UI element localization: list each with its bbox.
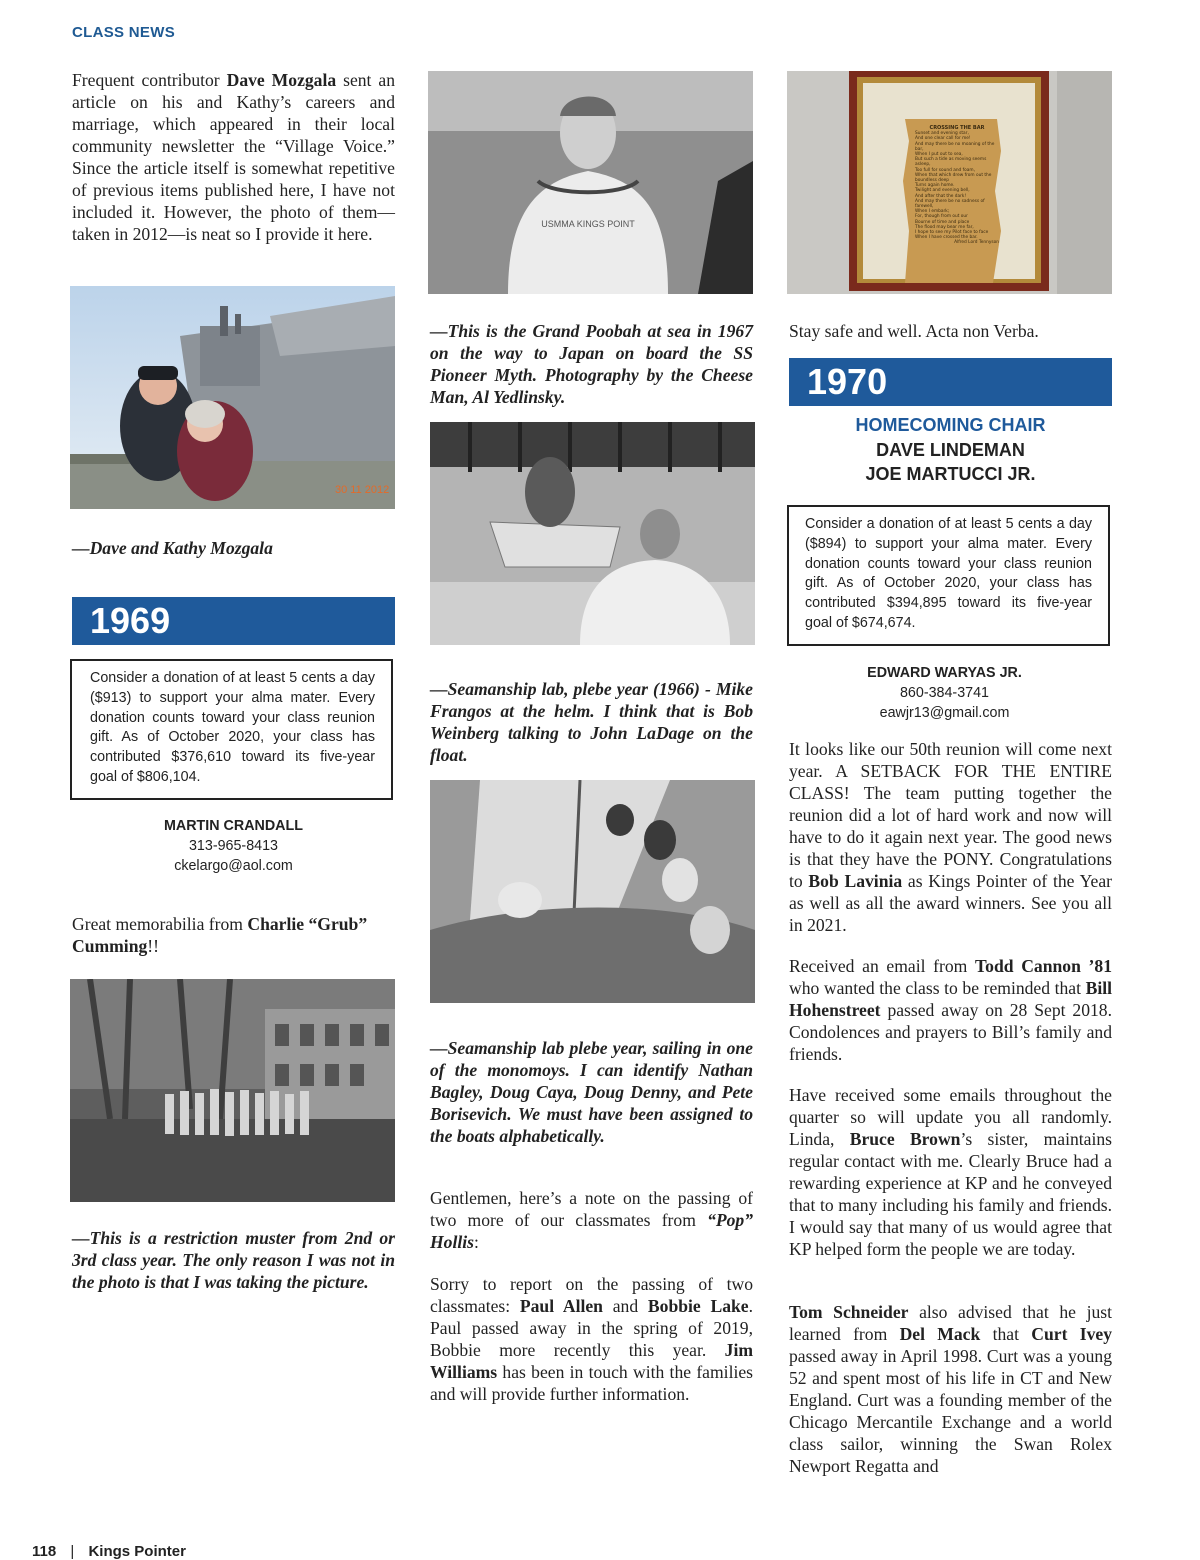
page-footer <box>32 1543 186 1560</box>
framed-poem: CROSSING THE BAR Sunset and evening star, And one clear call for me! And may there be no moaning of the bar, When I put out to sea, But such a tide as moving seems asleep, Too full for sound and foam, When that which drew from out the boundless deep Turns again home. Twilight and evening bell, And after that the dark! And may there be no sadness of farewell, When I embark; For, though from out our Bourne of time and place The flood may bear me far, I hope to see my Pilot face to face When I have crossed the bar. Alfred Lord Tennyson <box>915 125 999 246</box>
magazine-name: Kings Pointer <box>88 1543 186 1560</box>
secretary-phone: 860-384-3741 <box>899 685 990 701</box>
class-1970-secretary <box>783 663 1106 723</box>
crossing-the-bar-framed-photo <box>787 71 1112 294</box>
hollis-note-paragraph: Gentlemen, here’s a note on the passing of two more of our classmates from “Pop” Hollis: <box>430 1188 753 1252</box>
bruce-brown-paragraph: Have received some emails throughout the quarter so will update you all randomly. Linda, Bruce Brown’s sister, maintains regular contact with me. Clearly Bruce had a rewarding experience at KP and he conveyed that to many including his family and friends. I would say that many of us would agree that KP helped form the people we are today. <box>789 1085 1112 1259</box>
grand-poobah-photo <box>428 71 753 294</box>
reunion-paragraph: It looks like our 50th reunion will come next year. A SETBACK FOR THE ENTIRE CLASS! The team putting together the reunion did a lot of hard work and now will have to do it again next year. The good news is that they have the PONY. Congratulations to Bob Lavinia as Kings Pointer of the Year as well as all the award winners. See you all in 2021. <box>789 739 1112 935</box>
grand-poobah-caption: —This is the Grand Poobah at sea in 1967 on the way to Japan on board the SS Pioneer Myth. Photography by the Cheese Man, Al Yedlinsky. <box>430 321 753 407</box>
class-1970-donation-box: Consider a donation of at least 5 cents a day ($894) to support your alma mater. Every donation counts toward your class reunion gift. As of October 2020, your class has contributed $394,895 toward its five-year goal of $674,674. <box>787 505 1110 646</box>
poem-signature: Alfred Lord Tennyson <box>954 240 999 246</box>
secretary-email[interactable]: ckelargo@aol.com <box>174 858 293 874</box>
secretary-name: EDWARD WARYAS JR. <box>867 665 1022 681</box>
shirt-lettering: USMMA KINGS POINT <box>541 219 635 229</box>
stay-safe-line: Stay safe and well. Acta non Verba. <box>789 321 1039 341</box>
muster-photo-caption: —This is a restriction muster from 2nd or 3rd class year. The only reason I was not in the photo is that I was taking the picture. <box>72 1228 395 1292</box>
curt-ivey-paragraph: Tom Schneider also advised that he just learned from Del Mack that Curt Ivey passed away in April 1998. Curt was a young 52 and spent most of his life in CT and New England. Curt was a founding member of the Chicago Mercantile Exchange and a world class sailor, winning the Swan Rolex Newport Regatta and <box>789 1302 1113 1476</box>
photo-datestamp: 30 11 2012 <box>335 484 390 496</box>
homecoming-chair-name-1: DAVE LINDEMAN <box>876 440 1025 460</box>
class-1969-secretary <box>72 816 395 876</box>
passing-paragraph: Sorry to report on the passing of two classmates: Paul Allen and Bobbie Lake. Paul passed away in the spring of 2019, Bobbie more recently this year. Jim Williams has been in touch with the families and will provide further information. <box>430 1274 753 1404</box>
mozgala-couple-photo <box>70 286 395 509</box>
intro-paragraph: Frequent contributor Dave Mozgala sent an article on his and Kathy’s careers and marriage, which appeared in their local community newsletter the “Village Voice.” Since the article itself is somewhat repetitive of previous items published here, I have not included it. However, the photo of them—taken in 2012—is neat so I provide it here. <box>72 70 395 244</box>
homecoming-chair-name-2: JOE MARTUCCI JR. <box>865 464 1036 484</box>
monomoy-photo-caption: —Seamanship lab plebe year, sailing in one of the monomoys. I can identify Nathan Bagley, Doug Caya, Doug Denny, and Pete Borisevich. We must have been assigned to the boats alphabetically. <box>430 1038 753 1146</box>
class-1970-banner: 1970 <box>789 358 1112 406</box>
hohenstreet-paragraph: Received an email from Todd Cannon ’81 who wanted the class to be reminded that Bill Hohenstreet passed away on 28 Sept 2018. Condolences and prayers to Bill’s family and friends. <box>789 956 1112 1064</box>
footer-separator: | <box>70 1543 75 1560</box>
float-photo-caption: —Seamanship lab, plebe year (1966) - Mike Frangos at the helm. I think that is Bob Weinberg talking to John LaDage on the float. <box>430 679 753 765</box>
restriction-muster-photo <box>70 979 395 1202</box>
seamanship-lab-float-photo <box>430 422 755 645</box>
secretary-phone: 313-965-8413 <box>188 838 279 854</box>
mozgala-photo-caption: —Dave and Kathy Mozgala <box>72 538 273 558</box>
secretary-email[interactable]: eawjr13@gmail.com <box>879 705 1010 721</box>
section-header: CLASS NEWS <box>72 24 176 41</box>
page-number: 118 <box>32 1543 57 1560</box>
class-1969-donation-box: Consider a donation of at least 5 cents a day ($913) to support your alma mater. Every donation counts toward your class reunion gift. As of October 2020, your class has contributed $376,610 toward its five-year goal of $806,104. <box>70 659 393 800</box>
poem-title: CROSSING THE BAR <box>929 125 985 131</box>
homecoming-chair-title: HOMECOMING CHAIR <box>855 415 1046 435</box>
memorabilia-paragraph: Great memorabilia from Charlie “Grub” Cumming!! <box>72 914 368 956</box>
class-1969-banner: 1969 <box>72 597 395 645</box>
secretary-name: MARTIN CRANDALL <box>164 818 303 834</box>
monomoy-sailing-photo <box>430 780 755 1003</box>
